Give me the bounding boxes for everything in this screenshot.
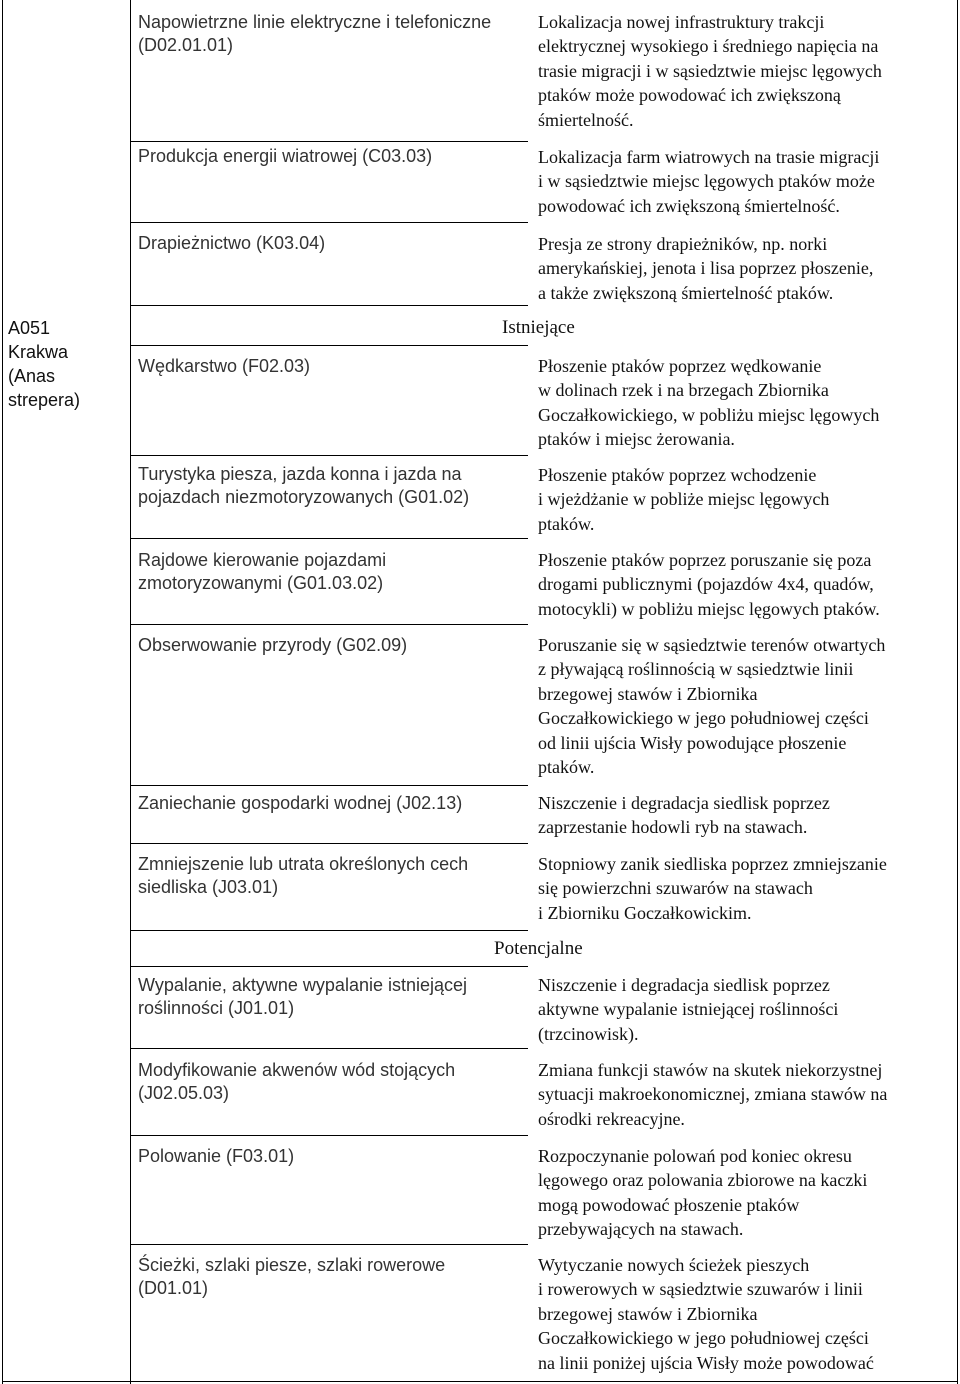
threat-cell: Wypalanie, aktywne wypalanie istniejącej roślinności (J01.01): [138, 975, 468, 1018]
threat-cell: Modyfikowanie akwenów wód stojących (J02.05.03): [138, 1060, 456, 1103]
row-separator: [130, 345, 528, 346]
threat-cell: Obserwowanie przyrody (G02.09): [138, 635, 408, 655]
row-separator: [130, 141, 528, 142]
description-cell: Zmiana funkcji stawów na skutek niekorzystnej sytuacji makroekonomicznej, zmiana stawów na ośrodki rekreacyjne.: [538, 1060, 888, 1129]
description-cell: Stopniowy zanik siedliska poprzez zmniejszanie się powierzchni szuwarów na stawach i Zbiorniku Goczałkowickim.: [538, 854, 887, 923]
threat-cell: Polowanie (F03.01): [138, 1146, 295, 1166]
threat-cell: Produkcja energii wiatrowej (C03.03): [138, 146, 433, 166]
threat-cell: Drapieżnictwo (K03.04): [138, 233, 326, 253]
row-separator: [130, 966, 528, 967]
row-separator: [130, 785, 528, 786]
column-divider-species: [130, 0, 131, 1384]
row-separator: [130, 538, 528, 539]
description-cell: Lokalizacja nowej infrastruktury trakcji elektrycznej wysokiego i średniego napięcia na trasie migracji i w sąsiedztwie miejsc lęgowych ptaków może powodować ich zwiększoną śmiertelność.: [538, 12, 882, 130]
row-separator: [130, 1244, 528, 1245]
row-separator: [130, 624, 528, 625]
threat-cell: Rajdowe kierowanie pojazdami zmotoryzowanymi (G01.03.02): [138, 550, 387, 593]
row-separator: [130, 1048, 528, 1049]
status-existing: Istniejące: [502, 317, 575, 338]
row-separator: [130, 305, 528, 306]
row-separator: [130, 1135, 528, 1136]
table-border-bottom: [2, 1381, 958, 1382]
threat-cell: Zaniechanie gospodarki wodnej (J02.13): [138, 793, 463, 813]
table-border-left: [2, 0, 3, 1384]
description-cell: Płoszenie ptaków poprzez wędkowanie w dolinach rzek i na brzegach Zbiornika Goczałkowickiego, w pobliżu miejsc lęgowych ptaków i miejsc żerowania.: [538, 356, 880, 450]
description-cell: Rozpoczynanie polowań pod koniec okresu lęgowego oraz polowania zbiorowe na kaczki mogą powodować płoszenie ptaków przebywających na stawach.: [538, 1146, 868, 1240]
description-cell: Niszczenie i degradacja siedlisk poprzez zaprzestanie hodowli ryb na stawach.: [538, 793, 830, 838]
row-separator: [130, 930, 528, 931]
threat-cell: Wędkarstwo (F02.03): [138, 356, 311, 376]
description-cell: Płoszenie ptaków poprzez poruszanie się poza drogami publicznymi (pojazdów 4x4, quadów, motocykli) w pobliżu miejsc lęgowych ptaków.: [538, 550, 880, 619]
row-separator: [130, 222, 528, 223]
row-separator: [130, 843, 528, 844]
description-cell: Płoszenie ptaków poprzez wchodzenie i wjeżdżanie w pobliże miejsc lęgowych ptaków.: [538, 465, 830, 534]
status-potential: Potencjalne: [494, 938, 583, 959]
description-cell: Presja ze strony drapieżników, np. norki amerykańskiej, jenota i lisa poprzez płoszenie, a także zwiększoną śmiertelność ptaków.: [538, 234, 874, 303]
row-separator: [130, 455, 528, 456]
threat-cell: Turystyka piesza, jazda konna i jazda na pojazdach niezmotoryzowanych (G01.02): [138, 464, 470, 507]
description-cell: Wytyczanie nowych ścieżek pieszych i rowerowych w sąsiedztwie szuwarów i linii brzegowej stawów i Zbiornika Goczałkowickiego w jego południowej części na linii poniżej ujścia Wisły może powodować: [538, 1255, 874, 1373]
threat-cell: Napowietrzne linie elektryczne i telefoniczne (D02.01.01): [138, 12, 492, 55]
species-name: A051 Krakwa (Anas strepera): [8, 318, 81, 410]
threat-cell: Zmniejszenie lub utrata określonych cech siedliska (J03.01): [138, 854, 469, 897]
description-cell: Lokalizacja farm wiatrowych na trasie migracji i w sąsiedztwie miejsc lęgowych ptaków może powodować ich zwiększoną śmiertelność.: [538, 147, 880, 216]
description-cell: Niszczenie i degradacja siedlisk poprzez aktywne wypalanie istniejącej roślinności (trzcinowisk).: [538, 975, 839, 1044]
threat-cell: Ścieżki, szlaki piesze, szlaki rowerowe (D01.01): [138, 1255, 446, 1298]
description-cell: Poruszanie się w sąsiedztwie terenów otwartych z pływającą roślinnością w sąsiedztwie linii brzegowej stawów i Zbiornika Goczałkowickiego w jego południowej części od linii ujścia Wisły powodujące płoszenie ptaków.: [538, 635, 886, 778]
table-border-right: [957, 0, 958, 1384]
